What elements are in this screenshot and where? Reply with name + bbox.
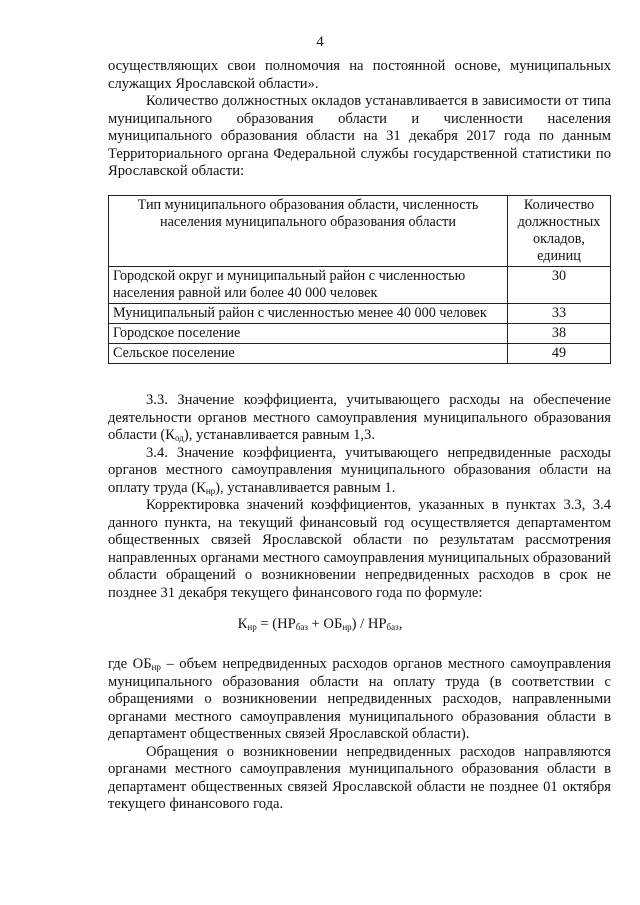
table-cell-count: 38 <box>508 324 611 344</box>
table-cell-count: 33 <box>508 304 611 324</box>
paragraph-where: где $ОБ_{нр}$ – объем непредвиденных расходов органов местного самоуправления муниципального образования области на оплату труда (в соответствии с обращениями о возникновении непредвиденных расходов, направленными органами местного самоуправления муниципального образования области в департамент общественных связей Ярославской области). <box>108 656 611 742</box>
table-cell-type: Сельское поселение <box>109 344 508 364</box>
paragraph-3-4: 3.4. Значение коэффициента, учитывающего непредвиденные расходы органов местного самоуправления муниципального образования области на оплату труда $(К_{нр})$, устанавливается равным 1. <box>108 444 611 496</box>
table-row <box>109 344 611 364</box>
formula: $К_{нр} = (НР_{баз} + ОБ_{нр}) / НР_{баз}$, <box>237 616 403 632</box>
table-cell-type: Муниципальный район с численностью менее 40 000 человек <box>109 304 508 324</box>
paragraph-3-3: 3.3. Значение коэффициента, учитывающего расходы на обеспечение деятельности органов местного самоуправления муниципального образования области $(К_{од})$, устанавливается равным 1,3. <box>108 392 611 443</box>
definitions-text <box>108 656 611 814</box>
table-row <box>109 304 611 324</box>
page-number: 4 <box>316 34 324 50</box>
paragraph-final: Обращения о возникновении непредвиденных расходов направляются органами местного самоуправления муниципального образования области в департамент общественных связей Ярославской области не позднее 01 октября текущего финансового года. <box>108 743 611 812</box>
table-row <box>109 324 611 344</box>
table-header-count: Количество должностных окладов, единиц <box>508 196 611 267</box>
paragraph-salary-count: Количество должностных окладов устанавливается в зависимости от типа муниципального образования области и численности населения муниципального образования области на 31 декабря 2017 года по данным Территориального органа Федеральной службы государственной статистики по Ярославской области: <box>108 93 611 179</box>
coefficients-text <box>108 392 611 602</box>
table-row <box>109 267 611 304</box>
paragraph-correction: Корректировка значений коэффициентов, указанных в пунктах 3.3, 3.4 данного пункта, на текущий финансовый год осуществляется департаментом общественных связей Ярославской области по результатам рассмотрения направленных органами местного самоуправления муниципальных образований области обращений о возникновении непредвиденных расходов в срок не позднее 31 декабря текущего финансового года по формуле: <box>108 497 611 601</box>
paragraph-continuation: осуществляющих свои полномочия на постоянной основе, муниципальных служащих Ярославской области». <box>108 58 611 92</box>
table-header-type: Тип муниципального образования области, численность населения муниципального образования области <box>109 196 508 267</box>
table-header-row <box>109 196 611 267</box>
table-cell-count: 49 <box>508 344 611 364</box>
table-cell-count: 30 <box>508 267 611 304</box>
table-cell-type: Городской округ и муниципальный район с численностью населения равной или более 40 000 человек <box>109 267 508 304</box>
intro-text <box>108 58 611 181</box>
table-cell-type: Городское поселение <box>109 324 508 344</box>
salary-table <box>108 195 611 364</box>
